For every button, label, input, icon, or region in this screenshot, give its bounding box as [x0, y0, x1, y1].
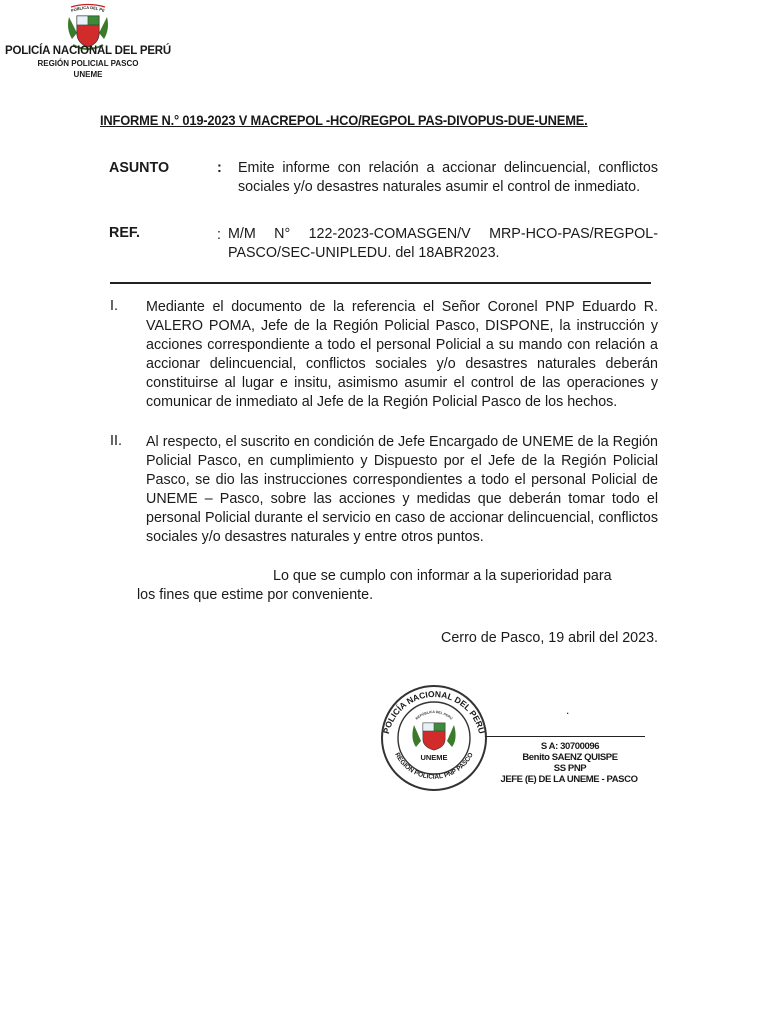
organization-name: POLICÍA NACIONAL DEL PERÚ	[4, 45, 172, 57]
signature-line	[485, 736, 645, 737]
seal-outer-bottom-text: REGIÓN POLICIAL PNP PASCO	[393, 751, 475, 781]
report-title: INFORME N.° 019-2023 V MACREPOL -HCO/REGPOL PAS-DIVOPUS-DUE-UNEME.	[100, 112, 588, 128]
asunto-label: ASUNTO	[109, 160, 170, 176]
signature-name: Benito SAENZ QUISPE	[522, 752, 618, 763]
separator-line	[110, 282, 651, 284]
date-line: Cerro de Pasco, 19 abril del 2023.	[441, 630, 658, 646]
closing-line-2: los fines que estime por conveniente.	[137, 587, 374, 603]
signature-rank: SS PNP	[553, 763, 587, 774]
official-seal-icon	[374, 683, 494, 793]
ref-label: REF.	[109, 225, 140, 241]
ref-colon: :	[217, 227, 221, 243]
region-name: REGIÓN POLICIAL PASCO	[37, 59, 139, 68]
paragraph-2-text: Al respecto, el suscrito en condición de Jefe Encargado de UNEME de la Región Policial Pasco, en cumplimiento y Dispuesto por el Jefe de la Región Policial Pasco, se dio las instrucciones correspondientes a todo el personal Policial de UNEME – Pasco, sobre las acciones y medidas que deberán tomar todo el personal Policial durante el servicio en caso de accionar delincuencial, conflictos sociales y/o desastres naturales y entre otros puntos.	[146, 434, 658, 545]
asunto-text: Emite informe con relación a accionar delincuencial, conflictos sociales y/o desastres naturales asumir el control de inmediato.	[238, 160, 658, 195]
seal-outer-top-text: POLICÍA NACIONAL DEL PERÚ	[381, 688, 487, 735]
paragraph-1-text: Mediante el documento de la referencia el Señor Coronel PNP Eduardo R. VALERO POMA, Jefe de la Región Policial Pasco, DISPONE, la instrucción y acciones correspondiente a todo el personal Policial a su mando con relación a accionar delincuencial, conflictos sociales y/o desastres naturales deberán constituirse al lugar e insitu, asimismo asumir el control de las operaciones y comunicar de inmediato al Jefe de la Región Policial Pasco de los hechos.	[146, 299, 658, 410]
crest-text: PÚBLICA DEL PE	[70, 4, 106, 14]
paragraph-2-number: II.	[110, 433, 122, 449]
paragraph-1-number: I.	[110, 298, 118, 314]
coat-of-arms-icon	[63, 3, 113, 51]
ref-text: M/M N° 122-2023-COMASGEN/V MRP-HCO-PAS/REGPOL-PASCO/SEC-UNIPLEDU. del 18ABR2023.	[228, 226, 658, 261]
seal-center-text: UNEME	[420, 753, 448, 762]
closing-line-1: Lo que se cumplo con informar a la superioridad para	[273, 568, 612, 584]
signature-mark: .	[566, 703, 570, 717]
signature-id: S A: 30700096	[540, 741, 600, 752]
seal-inner-text: REPÚBLICA DEL PERÚ	[414, 709, 454, 721]
unit-name: UNEME	[73, 70, 103, 79]
asunto-colon: :	[217, 160, 222, 176]
signature-position: JEFE (E) DE LA UNEME - PASCO	[500, 774, 638, 785]
